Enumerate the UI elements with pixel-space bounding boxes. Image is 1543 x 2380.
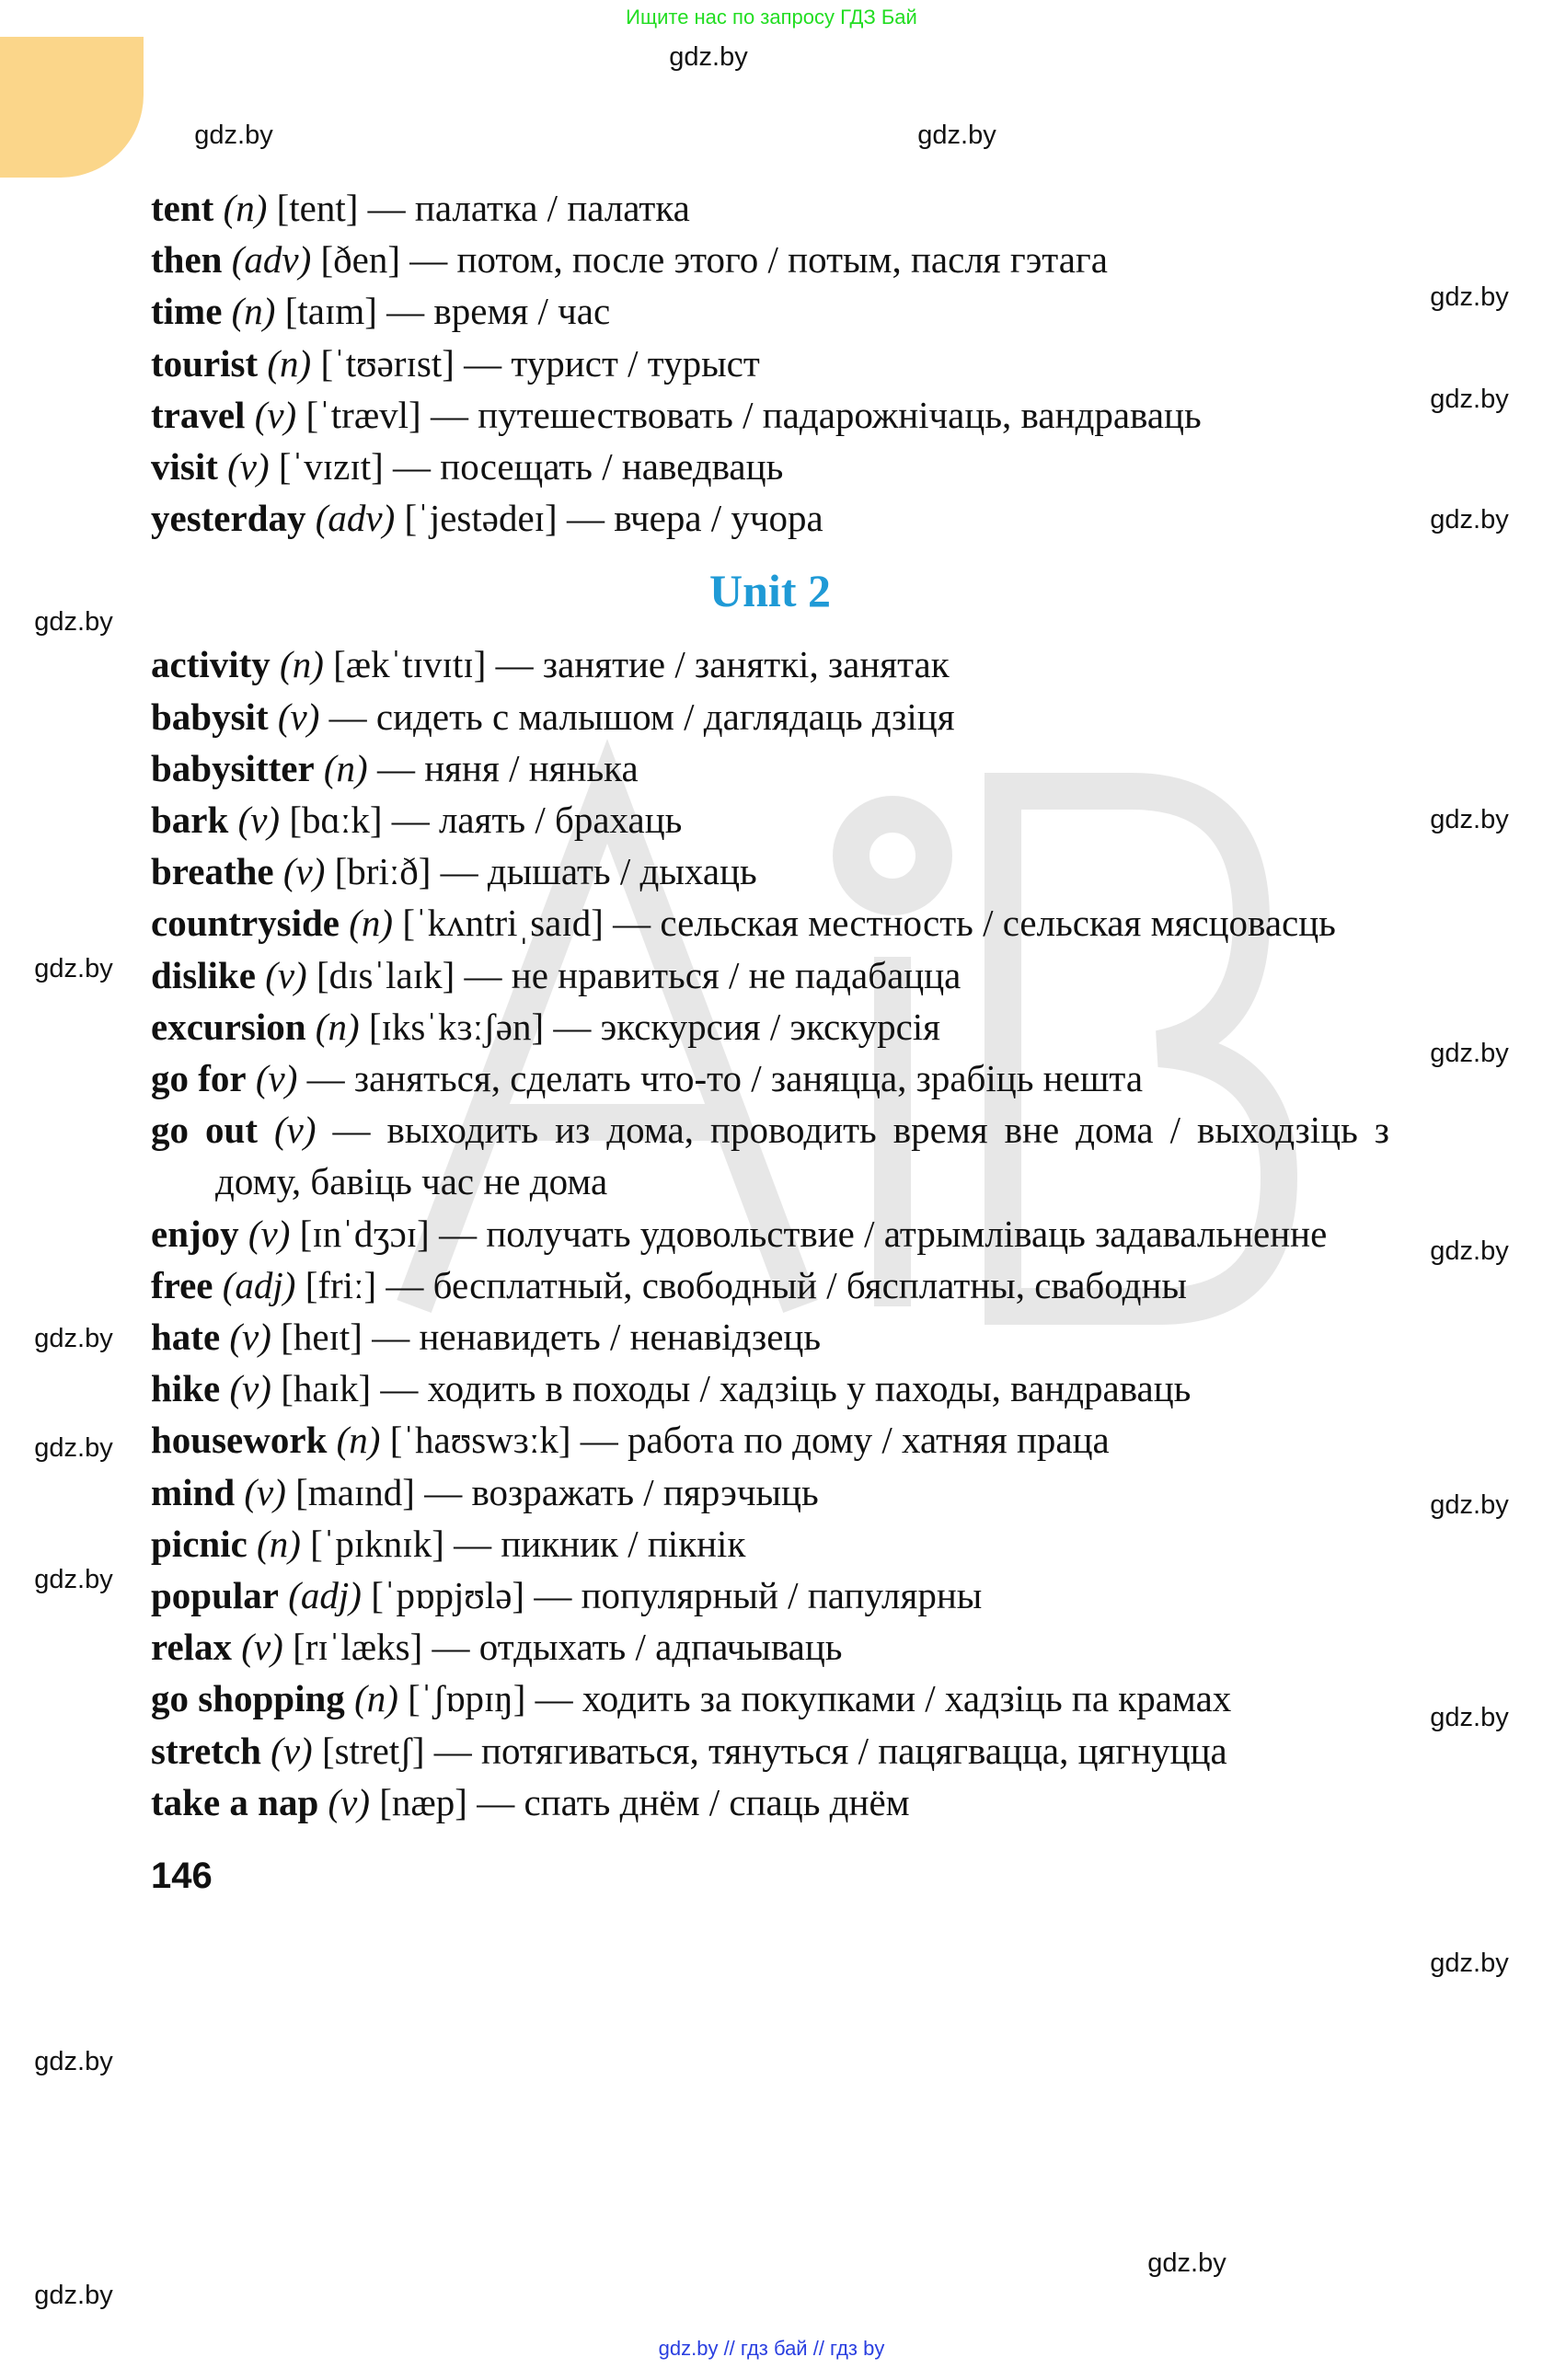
gdz-watermark: gdz.by	[194, 121, 273, 150]
unit1-entries	[151, 182, 1389, 544]
entry-word: hike	[151, 1367, 221, 1410]
transcription: [ækˈtɪvɪtɪ]	[333, 643, 487, 686]
entry-word: bark	[151, 799, 229, 842]
translation: — время / час	[386, 290, 611, 333]
transcription: [bɑːk]	[289, 799, 383, 842]
vocab-entry	[151, 1673, 1389, 1724]
vocabulary-list	[151, 182, 1389, 1898]
entry-word: breathe	[151, 850, 274, 893]
transcription: [friː]	[305, 1263, 377, 1306]
gdz-watermark: gdz.by	[1430, 1039, 1509, 1068]
entry-word: stretch	[151, 1729, 261, 1772]
transcription: [ˈvɪzɪt]	[278, 445, 384, 489]
transcription: [rɪˈlæks]	[293, 1626, 423, 1669]
transcription: [ˈpɪknɪk]	[310, 1522, 444, 1565]
gdz-watermark: gdz.by	[34, 1565, 113, 1594]
vocab-entry	[151, 338, 1389, 389]
transcription: [ˈʃɒpɪŋ]	[408, 1677, 526, 1720]
entry-word: tent	[151, 187, 214, 229]
transcription: [næp]	[379, 1780, 467, 1823]
entry-word: take a nap	[151, 1780, 319, 1823]
gdz-watermark: gdz.by	[1430, 385, 1509, 414]
part-of-speech: (n)	[257, 1522, 301, 1565]
translation: — ходить в походы / хадзіць у паходы, вандраваць	[380, 1367, 1192, 1410]
vocab-entry	[151, 949, 1389, 1001]
gdz-watermark: gdz.by	[34, 1324, 113, 1353]
gdz-watermark: gdz.by	[34, 2047, 113, 2076]
entry-word: relax	[151, 1626, 233, 1669]
vocab-entry	[151, 1052, 1389, 1104]
translation: — палатка / палатка	[367, 187, 690, 229]
transcription: [ɪnˈdʒɔɪ]	[299, 1212, 430, 1255]
transcription: [ˈtrævl]	[305, 393, 421, 436]
translation: — получать удовольствие / атрымліваць задавальненне	[439, 1212, 1328, 1255]
vocab-entry	[151, 845, 1389, 897]
entry-word: picnic	[151, 1522, 248, 1565]
translation: — заняться, сделать что-то / заняцца, зрабіць нешта	[306, 1057, 1144, 1100]
translation: — сельская местность / сельская мясцовасць	[613, 902, 1336, 945]
entry-word: babysitter	[151, 746, 315, 789]
part-of-speech: (v)	[274, 1109, 317, 1152]
vocab-entry	[151, 389, 1389, 441]
entry-word: enjoy	[151, 1212, 239, 1255]
part-of-speech: (n)	[280, 643, 324, 686]
transcription: [ˈhaʊswɜːk]	[389, 1419, 571, 1462]
translation: — посещать / наведваць	[393, 445, 784, 489]
entry-word: activity	[151, 643, 271, 686]
part-of-speech: (n)	[315, 1005, 360, 1048]
entry-word: countryside	[151, 902, 340, 945]
vocab-entry	[151, 285, 1389, 337]
part-of-speech: (v)	[229, 1316, 271, 1359]
top-search-note[interactable]: Ищите нас по запросу ГДЗ Бай	[626, 6, 917, 29]
translation: — вчера / учора	[566, 497, 823, 540]
entry-word: visit	[151, 445, 218, 489]
part-of-speech: (v)	[328, 1780, 371, 1823]
vocab-entry	[151, 1001, 1389, 1052]
unit-heading: Unit 2	[709, 565, 831, 617]
vocab-entry	[151, 638, 1389, 690]
entry-word: babysit	[151, 695, 269, 738]
translation: — потягиваться, тянуться / пацягвацца, цягнуцца	[433, 1729, 1227, 1772]
part-of-speech: (adv)	[315, 497, 396, 540]
translation: — турист / турыст	[464, 341, 760, 385]
vocab-entry	[151, 691, 1389, 742]
vocab-entry	[151, 492, 1389, 544]
transcription: [heɪt]	[281, 1316, 363, 1359]
entry-word: travel	[151, 393, 246, 436]
vocab-entry	[151, 794, 1389, 845]
vocab-entry	[151, 742, 1389, 794]
entry-word: time	[151, 290, 223, 333]
part-of-speech: (n)	[231, 290, 276, 333]
vocab-entry	[151, 182, 1389, 234]
part-of-speech: (v)	[241, 1626, 283, 1669]
entry-word: mind	[151, 1470, 236, 1513]
entry-word: yesterday	[151, 497, 306, 540]
vocab-entry	[151, 1259, 1389, 1311]
part-of-speech: (n)	[323, 746, 368, 789]
gdz-watermark: gdz.by	[1430, 1703, 1509, 1732]
transcription: [dɪsˈlaɪk]	[316, 953, 455, 996]
part-of-speech: (v)	[255, 1057, 298, 1100]
entry-word: excursion	[151, 1005, 306, 1048]
part-of-speech: (v)	[244, 1470, 286, 1513]
gdz-watermark: gdz.by	[1430, 1949, 1509, 1978]
entry-word: go for	[151, 1057, 247, 1100]
vocab-entry	[151, 1208, 1389, 1259]
vocab-entry	[151, 234, 1389, 285]
gdz-watermark: gdz.by	[1430, 282, 1509, 312]
translation: — спать днём / спаць днём	[477, 1780, 910, 1823]
part-of-speech: (adv)	[231, 238, 312, 282]
entry-word: hate	[151, 1316, 221, 1359]
transcription: [ˈtʊərɪst]	[320, 341, 455, 385]
part-of-speech: (v)	[229, 1367, 271, 1410]
gdz-watermark: gdz.by	[669, 42, 748, 72]
part-of-speech: (v)	[254, 393, 297, 436]
vocab-entry	[151, 1414, 1389, 1466]
gdz-watermark: gdz.by	[917, 121, 996, 150]
part-of-speech: (v)	[282, 850, 326, 893]
entry-word: housework	[151, 1419, 328, 1462]
translation: — выходить из дома, проводить время вне дома / выходзіць з дому, бавіць час не дома	[215, 1109, 1389, 1203]
translation: — сидеть с малышом / даглядаць дзіця	[328, 695, 955, 738]
translation: — лаять / брахаць	[391, 799, 683, 842]
part-of-speech: (n)	[349, 902, 394, 945]
vocab-entry	[151, 1104, 1389, 1207]
part-of-speech: (adj)	[222, 1263, 296, 1306]
gdz-watermark: gdz.by	[34, 607, 113, 637]
part-of-speech: (n)	[336, 1419, 381, 1462]
vocab-entry	[151, 1569, 1389, 1621]
part-of-speech: (v)	[237, 799, 281, 842]
translation: — бесплатный, свободный / бясплатны, свабодны	[386, 1263, 1187, 1306]
transcription: [ˈpɒpjʊlə]	[371, 1574, 525, 1617]
vocab-entry	[151, 1621, 1389, 1673]
transcription: [haɪk]	[281, 1367, 372, 1410]
vocab-entry	[151, 1518, 1389, 1569]
translation: — ходить за покупками / хадзіць па крамах	[535, 1677, 1232, 1720]
part-of-speech: (adj)	[288, 1574, 362, 1617]
bottom-links[interactable]: gdz.by // гдз бай // гдз by	[658, 2337, 885, 2360]
transcription: [ˈkʌntriˌsaɪd]	[402, 902, 604, 945]
gdz-watermark: gdz.by	[1430, 805, 1509, 834]
part-of-speech: (v)	[265, 953, 307, 996]
transcription: [ˈjestədeɪ]	[404, 497, 558, 540]
part-of-speech: (v)	[227, 445, 270, 489]
entry-word: go shopping	[151, 1677, 345, 1720]
gdz-watermark: gdz.by	[1430, 1490, 1509, 1520]
transcription: [briːð]	[334, 850, 432, 893]
part-of-speech: (v)	[277, 695, 320, 738]
part-of-speech: (n)	[267, 341, 312, 385]
entry-word: popular	[151, 1574, 279, 1617]
gdz-watermark: gdz.by	[34, 1433, 113, 1463]
transcription: [maɪnd]	[295, 1470, 415, 1513]
translation: — няня / нянька	[376, 746, 639, 789]
vocab-entry	[151, 441, 1389, 492]
transcription: [stretʃ]	[321, 1729, 425, 1772]
vocab-entry	[151, 1362, 1389, 1414]
translation: — занятие / заняткі, занятак	[495, 643, 950, 686]
translation: — экскурсия / экскурсія	[553, 1005, 941, 1048]
vocab-entry	[151, 1311, 1389, 1362]
part-of-speech: (n)	[223, 187, 268, 229]
entry-word: dislike	[151, 953, 256, 996]
entry-word: then	[151, 238, 223, 282]
part-of-speech: (v)	[271, 1729, 313, 1772]
part-of-speech: (v)	[248, 1212, 291, 1255]
gdz-watermark: gdz.by	[34, 954, 113, 983]
vocab-entry	[151, 1725, 1389, 1776]
translation: — дышать / дыхаць	[440, 850, 757, 893]
translation: — потом, после этого / потым, пасля гэтага	[409, 238, 1108, 282]
vocab-entry	[151, 1466, 1389, 1518]
translation: — пикник / пікнік	[454, 1522, 746, 1565]
page-number: 146	[151, 1856, 213, 1897]
vocab-entry	[151, 1776, 1389, 1828]
translation: — возражать / пярэчыць	[424, 1470, 819, 1513]
entry-word: tourist	[151, 341, 259, 385]
gdz-watermark: gdz.by	[1147, 2248, 1226, 2278]
unit2-entries	[151, 638, 1389, 1828]
gdz-watermark: gdz.by	[1430, 1236, 1509, 1266]
page-corner-decoration	[0, 37, 144, 178]
transcription: [taɪm]	[284, 290, 377, 333]
transcription: [ðen]	[320, 238, 400, 282]
entry-word: free	[151, 1263, 213, 1306]
translation: — путешествовать / падарожнічаць, вандраваць	[430, 393, 1202, 436]
translation: — работа по дому / хатняя праца	[580, 1419, 1110, 1462]
gdz-watermark: gdz.by	[34, 2281, 113, 2310]
translation: — ненавидеть / ненавідзець	[372, 1316, 822, 1359]
part-of-speech: (n)	[354, 1677, 398, 1720]
transcription: [tent]	[276, 187, 359, 229]
translation: — отдыхать / адпачываць	[432, 1626, 843, 1669]
vocab-entry	[151, 897, 1389, 949]
translation: — популярный / папулярны	[534, 1574, 983, 1617]
translation: — не нравиться / не падабацца	[464, 953, 961, 996]
gdz-watermark: gdz.by	[1430, 505, 1509, 535]
transcription: [ɪksˈkɜːʃən]	[368, 1005, 545, 1048]
entry-word: go out	[151, 1109, 258, 1152]
